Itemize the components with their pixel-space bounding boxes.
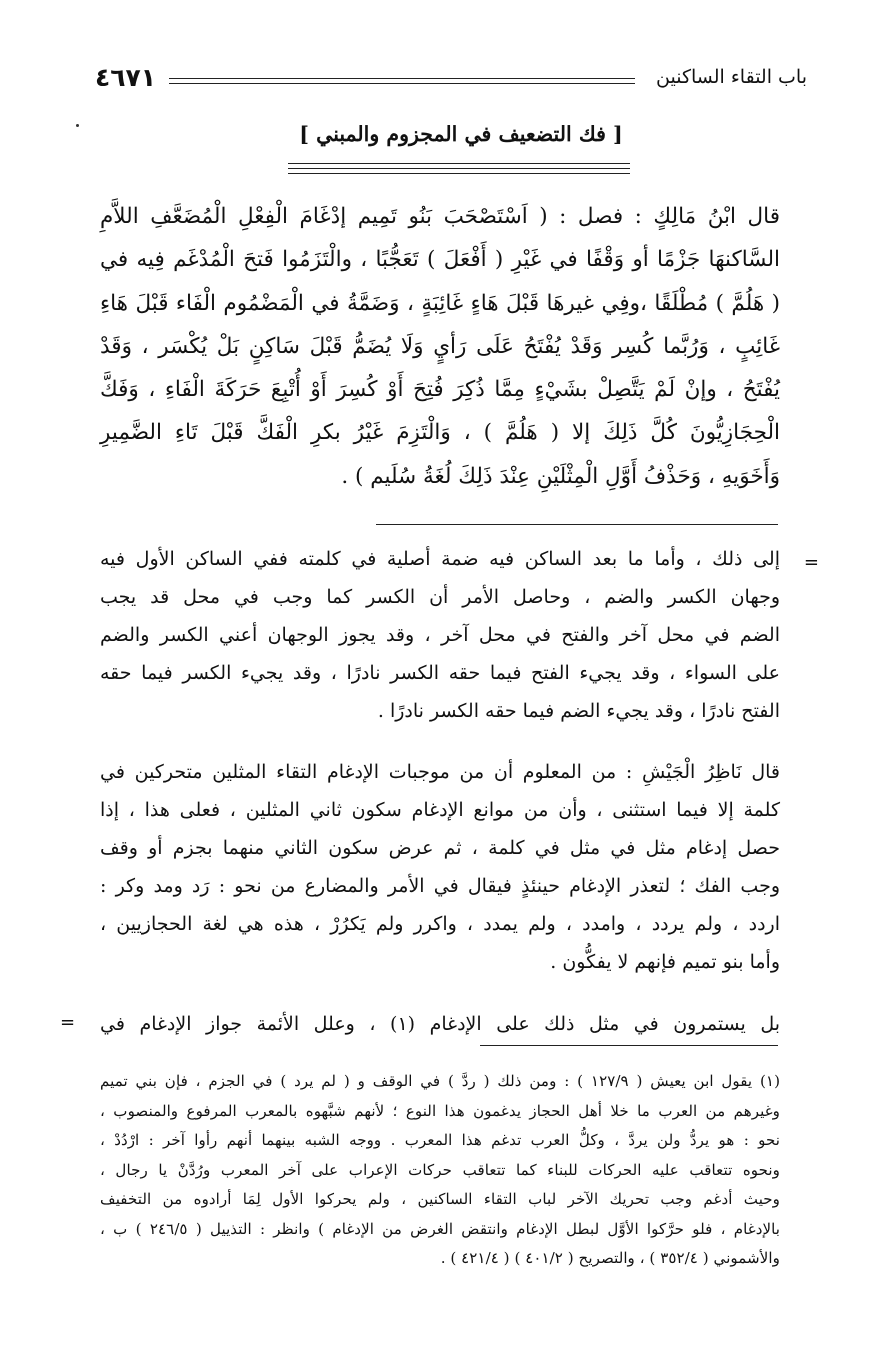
commentary-line: وأما بنو تميم فإنهم لا يفكُّون . (550, 951, 780, 973)
section-title: [ فك التضعيف في المجزوم والمبني ] (299, 122, 623, 146)
commentary-line: اردد ، ولم يردد ، وامدد ، ولم يمدد ، واكرر ولم يَكرُرْ ، هذه هي لغة الحجازيين ، (100, 913, 780, 935)
matn-line: يُفْتَحُ ، وإنْ لَمْ يَتَّصِلْ بشَيْءٍ مِمَّا ذُكِرَ فُتِحَ أَوْ كُسِرَ أَوْ أُتْبِعَ حَرَكَةَ الْفَاءِ ، وَفَكَّ (100, 377, 780, 403)
commentary-line: بل يستمرون في مثل ذلك على الإدغام (١) ، وعلل الأئمة جواز الإدغام في (100, 1013, 780, 1035)
footnote (100, 1067, 780, 1274)
footnote-line: وحيث أدغم وجب تحريك الآخر لباب التقاء الساكنين ، ولم يحركوا الأول لِمَا أرادوه من التخفيف (100, 1190, 780, 1208)
commentary-line: الضم في محل آخر والفتح في محل آخر ، وقد يجوز الوجهان أعني الكسر والضم (100, 624, 780, 646)
matn-line: الْحِجَازِيُّونَ كُلَّ ذَلِكَ إلا ( هَلُمَّ ) ، وَالْتَزِمَ غَيْرُ بكرِ الْفَكَّ قَبْلَ تَاءِ الضَّمِيرِ (100, 420, 780, 446)
footnote-line: وغيرهم من العرب ما خلا أهل الحجاز يدغمون هذا النوع ؛ لأنهم شبَّهوه بالمعرب المرفوع والمنصوب ، (100, 1101, 780, 1120)
commentary-paragraph-3 (100, 1005, 780, 1043)
continuation-marker-out: = (60, 1012, 76, 1033)
matn-line: غَائِبٍ ، وَرُبَّما كُسِر وَقَدْ يُفْتَحُ عَلَى رَأيٍ وَلَا يُضَمُّ قَبْلَ سَاكِنٍ بَلْ يُكْسَر ، وَقَدْ (100, 333, 780, 359)
commentary-line: وجب الفك ؛ لتعذر الإدغام حينئذٍ فيقال في الأمر والمضارع من نحو : رَد ومد وكر : (100, 875, 780, 897)
footnote-line: والأشموني ( ٣٥٢/٤ ) ، والتصريح ( ٤٠١/٢ ) ( ٤٢١/٤ ) . (440, 1249, 780, 1267)
footnote-line: ونحوه تتعاقب عليه الحركات للبناء كما تتعاقب حركات الإعراب على آخر المعرب ورُدَّنْ يا رجال ، (100, 1160, 780, 1179)
commentary-line: وجهان الكسر والضم ، وحاصل الأمر أن الكسر كما وجب في محل قد يجب (100, 586, 780, 608)
matn-paragraph (100, 195, 780, 498)
scan-speck (76, 124, 79, 127)
commentary-line: كلمة إلا فيما استثنى ، وأن من موانع الإدغام سكون ثاني المثلين ، فعلى هذا ، إذا (100, 799, 780, 821)
commentary-line: إلى ذلك ، وأما ما بعد الساكن فيه ضمة أصلية في كلمته ففي الساكن الأول فيه (100, 548, 780, 570)
footnote-line: نحو : هو يردُّ ولن يردَّ ، وكلُّ العرب تدغم هذا المعرب . ووجه الشبه بينهما أنهم رأوا آخر : ارْدُدْ ، (100, 1131, 780, 1149)
section-title-rule-3 (288, 173, 630, 174)
commentary-paragraph-2 (100, 753, 780, 981)
running-header (95, 63, 807, 96)
commentary-line: حصل إدغام مثل في مثل في كلمة ، ثم عرض سكون الثاني منهما بجزم أو وقف (100, 837, 780, 859)
matn-separator-rule (376, 524, 778, 525)
section-title-rule-1 (288, 163, 630, 164)
commentary-line: على السواء ، وقد يجيء الفتح فيما حقه الكسر نادرًا ، وقد يجيء الكسر فيما حقه (100, 662, 780, 684)
matn-line: ( هَلُمَّ ) مُطْلَقًا ،وفِي غيرهَا قَبْلَ هَاءٍ غَائِبَةٍ ، وَضَمَّةُ في الْمَضْمُوم الْفَاء قَبْلَ هَاءِ (100, 290, 780, 316)
matn-line: وَأَخَوَيهِ ، وَحَذْفُ أَوَّلِ الْمِثْلَيْنِ عِنْدَ ذَلِكَ لُغَةُ سُلَيم ) . (341, 463, 780, 489)
commentary-paragraph-1 (100, 540, 780, 730)
footnote-line: بالإدغام ، فلو حرَّكوا الأوَّل لبطل الإدغام وانتقض الغرض من الإدغام ) وانظر : التذييل ( ٢٤٦/٥ ) ب ، (100, 1219, 780, 1238)
commentary-line: الفتح نادرًا ، وقد يجيء الضم فيما حقه الكسر نادرًا . (377, 700, 780, 722)
footnote-separator-rule (480, 1045, 778, 1046)
chapter-title: باب التقاء الساكنين (656, 66, 807, 88)
matn-line: السَّاكنهَا جَزْمًا أو وَقْفًا في غَيْرِ ( أَفْعَلَ ) تَعَجُّبًا ، والْتَزَمُوا فَتحَ الْمُدْغَم فِيه في (100, 247, 780, 273)
header-double-rule (169, 78, 635, 84)
commentary-line: قال نَاظِرُ الْجَيْشِ : من المعلوم أن من موجبات الإدغام التقاء المثلين متحركين في (100, 761, 780, 783)
section-title-rule-2 (288, 168, 630, 169)
matn-line: قال ابْنُ مَالِكٍ : فصل : ( اَسْتَصْحَبَ بَنُو تَمِيم إدْغَامَ الْفِعْلِ الْمُضَعَّفِ اللاَّمِ (100, 204, 780, 229)
continuation-marker-in: = (803, 552, 819, 573)
footnote-line: (١) يقول ابن يعيش ( ١٢٧/٩ ) : ومن ذلك ( ردَّ ) في الوقف و ( لم يرد ) في الجزم ، فإن بني تميم (100, 1072, 780, 1090)
page-number: ٤٦٧١ (95, 63, 157, 92)
